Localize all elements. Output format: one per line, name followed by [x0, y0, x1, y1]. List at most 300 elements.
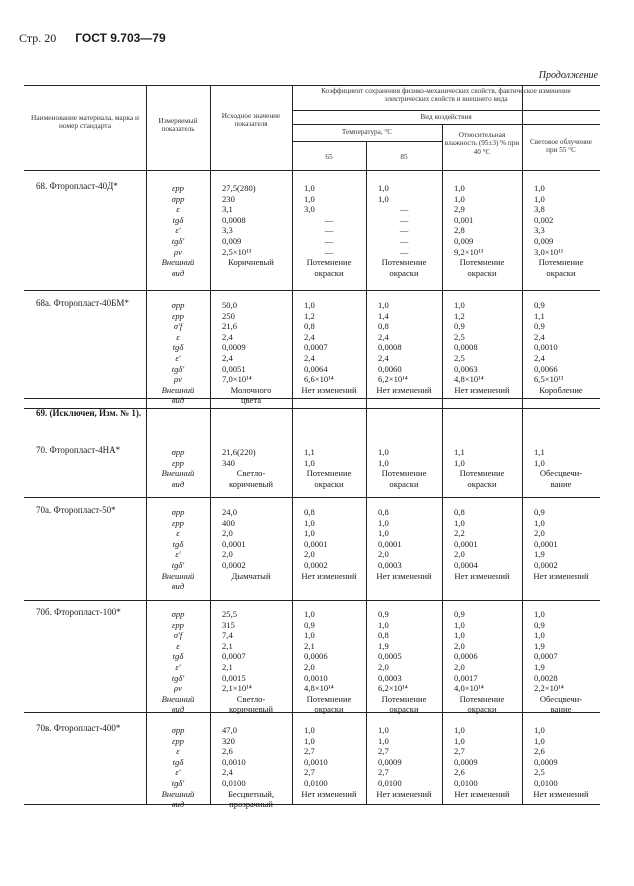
parameter-symbol: ε′: [175, 549, 181, 560]
header-rule-temp: [292, 124, 600, 125]
header-initial: Исходное значение показателя: [221, 112, 281, 129]
material-name: 70в. Фторопласт-400*: [36, 723, 121, 733]
cell-value: —: [324, 214, 334, 225]
parameter-symbol: tgδ: [172, 756, 184, 767]
cell-value: 1,0: [454, 193, 465, 204]
header-impact: Вид воздействия: [420, 113, 472, 121]
cell-value: 1,0: [378, 300, 389, 310]
cell-value: 2,0: [378, 662, 389, 672]
cell-value: 47,0: [222, 725, 238, 735]
cell-value: 2,5: [454, 331, 465, 342]
cell-value: коричневый: [228, 478, 274, 489]
cell-value: окраски: [467, 704, 497, 715]
parameter-symbol: σрр: [171, 300, 185, 310]
cell-value: 2,4: [304, 331, 315, 342]
header-t85: 85: [400, 153, 408, 161]
cell-value: 0,8: [454, 507, 465, 517]
header-rule-impact: [292, 110, 600, 111]
column-divider: [146, 85, 147, 804]
cell-value: 1,0: [454, 725, 465, 735]
parameter-symbol: tgδ: [172, 538, 184, 549]
cell-value: 0,0001: [378, 538, 402, 549]
cell-value: 0,0010: [304, 672, 328, 683]
cell-value: Нет изменений: [454, 788, 510, 799]
continuation-label: Продолжение: [538, 70, 598, 81]
material-name: 70. Фторопласт-4НА*: [36, 445, 121, 455]
cell-value: 1,9: [534, 549, 545, 560]
parameter-symbol: ε: [176, 746, 180, 757]
cell-value: 3,0: [304, 204, 315, 215]
cell-value: окраски: [314, 478, 344, 489]
cell-value: Потемнение: [306, 693, 352, 704]
cell-value: 0,001: [454, 214, 474, 225]
cell-value: —: [399, 236, 409, 246]
parameter-symbol: ε′: [175, 767, 181, 778]
parameter-symbol: ρv: [174, 246, 182, 257]
header-humidity: Относительная влажность (95±3) % при 40 °С: [444, 131, 520, 156]
header-parameter: Измеряемый показатель: [158, 117, 198, 134]
cell-value: 0,0009: [534, 756, 558, 767]
cell-value: 1,1: [454, 447, 465, 457]
cell-value: 0,0001: [222, 538, 246, 549]
parameter-symbol: ε′: [175, 353, 181, 363]
cell-value: 0,0002: [534, 560, 558, 570]
cell-value: окраски: [314, 267, 344, 278]
cell-value: 2,7: [378, 746, 389, 757]
cell-value: 3,8: [534, 204, 545, 215]
row-separator: [24, 290, 600, 291]
cell-value: Нет изменений: [301, 788, 357, 799]
cell-value: Молочного: [230, 384, 272, 395]
cell-value: 0,0010: [304, 756, 328, 767]
cell-value: 0,8: [304, 321, 315, 332]
cell-value: окраски: [314, 704, 344, 715]
cell-value: 2,4: [222, 331, 233, 342]
cell-value: 0,0009: [378, 756, 402, 767]
cell-value: 0,0066: [534, 363, 558, 374]
cell-value: вание: [550, 478, 572, 489]
row-separator: [24, 398, 600, 399]
cell-value: 0,0003: [378, 560, 402, 570]
cell-value: 0,8: [304, 507, 315, 517]
cell-value: 0,0007: [222, 651, 246, 662]
cell-value: 1,0: [378, 517, 389, 528]
cell-value: 1,0: [454, 517, 465, 528]
cell-value: 1,0: [304, 183, 315, 193]
cell-value: 1,0: [304, 517, 315, 528]
cell-value: 2,7: [378, 767, 389, 778]
cell-value: 0,0004: [454, 560, 478, 570]
cell-value: 6,6×10¹⁴: [304, 374, 334, 385]
cell-value: Обесцвечи-: [539, 468, 583, 479]
cell-value: 1,0: [534, 609, 545, 619]
cell-value: 6,2×10¹⁴: [378, 683, 408, 694]
cell-value: 0,9: [304, 619, 315, 630]
cell-value: 1,0: [454, 630, 465, 641]
cell-value: 2,4: [222, 353, 233, 363]
parameter-symbol: ε: [176, 331, 180, 342]
cell-value: Нет изменений: [376, 384, 432, 395]
parameter-symbol: вид: [171, 704, 185, 715]
cell-value: 2,9: [454, 204, 465, 215]
cell-value: 2,1: [222, 640, 233, 651]
parameter-symbol: tgδ: [172, 214, 184, 225]
parameter-symbol: tgδ′: [171, 363, 185, 374]
cell-value: Потемнение: [381, 257, 427, 268]
cell-value: 0,0008: [454, 342, 478, 353]
cell-value: 1,0: [534, 193, 545, 204]
parameter-symbol: Внешний: [161, 384, 195, 395]
table-top-rule: [24, 85, 600, 86]
parameter-symbol: вид: [171, 267, 185, 278]
cell-value: 21,6(220): [222, 447, 256, 457]
cell-value: 0,0060: [378, 363, 402, 374]
parameter-symbol: ε′: [175, 225, 181, 236]
cell-value: 3,1: [222, 204, 233, 215]
cell-value: 0,9: [534, 619, 545, 630]
parameter-symbol: εрр: [172, 735, 184, 746]
cell-value: 0,0010: [534, 342, 558, 353]
parameter-symbol: ρv: [174, 683, 182, 694]
cell-value: 2,8: [454, 225, 465, 236]
cell-value: 21,6: [222, 321, 238, 332]
material-name: 68а. Фторопласт-40БМ*: [36, 298, 129, 308]
parameter-symbol: tgδ: [172, 342, 184, 353]
cell-value: окраски: [546, 267, 576, 278]
material-name: 70б. Фторопласт-100*: [36, 607, 121, 617]
cell-value: 0,9: [534, 300, 545, 310]
cell-value: окраски: [389, 704, 419, 715]
cell-value: 0,009: [534, 236, 554, 246]
cell-value: 9,2×10¹³: [454, 246, 484, 257]
cell-value: 0,0002: [222, 560, 246, 570]
cell-value: 2,6: [454, 767, 465, 778]
cell-value: 1,0: [304, 193, 315, 204]
parameter-symbol: tgδ: [172, 651, 184, 662]
parameter-symbol: вид: [171, 395, 185, 406]
cell-value: Коричневый: [228, 257, 274, 268]
cell-value: прозрачный: [229, 799, 273, 810]
header-coef: Коэффициент сохранения физико-механических свойств, фактическое изменение электрических свойств и внешнего вида: [321, 87, 571, 104]
parameter-symbol: tgδ′: [171, 672, 185, 683]
cell-value: Потемнение: [381, 468, 427, 479]
cell-value: 0,0051: [222, 363, 246, 374]
cell-value: 0,9: [454, 321, 465, 332]
cell-value: 2,0: [454, 662, 465, 672]
cell-value: 0,0100: [222, 778, 246, 788]
parameter-symbol: tgδ′: [171, 778, 185, 788]
cell-value: 0,0007: [304, 342, 328, 353]
parameter-symbol: ε: [176, 204, 180, 215]
cell-value: 2,7: [304, 767, 315, 778]
cell-value: 2,1×10¹⁴: [222, 683, 252, 694]
parameter-symbol: вид: [171, 478, 185, 489]
cell-value: 0,0001: [454, 538, 478, 549]
cell-value: окраски: [467, 267, 497, 278]
cell-value: 1,0: [534, 457, 545, 468]
cell-value: 27,5(280): [222, 183, 256, 193]
cell-value: 1,0: [454, 183, 465, 193]
cell-value: 0,8: [378, 321, 389, 332]
cell-value: 1,0: [378, 183, 389, 193]
cell-value: 2,0: [304, 662, 315, 672]
cell-value: цвета: [240, 395, 262, 406]
page-number: Стр. 20: [19, 31, 57, 45]
cell-value: Потемнение: [381, 693, 427, 704]
cell-value: 2,1: [222, 662, 233, 672]
cell-value: 1,0: [534, 183, 545, 193]
header-temp: Температура, °С: [341, 128, 393, 136]
parameter-symbol: εрр: [172, 517, 184, 528]
parameter-symbol: tgδ′: [171, 560, 185, 570]
cell-value: 1,0: [534, 630, 545, 641]
cell-value: 250: [222, 310, 235, 321]
parameter-symbol: ε′: [175, 662, 181, 672]
material-name: 70а. Фторопласт-50*: [36, 505, 116, 515]
cell-value: 0,0064: [304, 363, 328, 374]
cell-value: 1,9: [534, 640, 545, 651]
cell-value: 0,0100: [534, 778, 558, 788]
parameter-symbol: εрр: [172, 183, 184, 193]
cell-value: 2,4: [534, 353, 545, 363]
parameter-symbol: вид: [171, 581, 185, 592]
parameter-symbol: εрр: [172, 310, 184, 321]
cell-value: 1,1: [534, 310, 545, 321]
cell-value: Обесцвечи-: [539, 693, 583, 704]
cell-value: 3,3: [222, 225, 233, 236]
row-separator: [24, 600, 600, 601]
cell-value: 1,0: [304, 528, 315, 539]
cell-value: 1,1: [534, 447, 545, 457]
cell-value: 2,0: [378, 549, 389, 560]
cell-value: 7,4: [222, 630, 233, 641]
cell-value: 1,0: [304, 630, 315, 641]
parameter-symbol: εрр: [172, 619, 184, 630]
cell-value: 2,6: [222, 746, 233, 757]
cell-value: 0,0005: [378, 651, 402, 662]
row-separator: [24, 497, 600, 498]
cell-value: 2,0: [454, 549, 465, 560]
cell-value: Потемнение: [459, 257, 505, 268]
table-bottom-rule: [24, 804, 600, 805]
cell-value: 1,0: [304, 609, 315, 619]
cell-value: окраски: [389, 478, 419, 489]
cell-value: Потемнение: [459, 693, 505, 704]
cell-value: Потемнение: [459, 468, 505, 479]
cell-value: 2,7: [304, 746, 315, 757]
cell-value: 1,0: [454, 300, 465, 310]
parameter-symbol: ε: [176, 640, 180, 651]
cell-value: 230: [222, 193, 235, 204]
cell-value: 1,2: [454, 310, 465, 321]
cell-value: —: [399, 214, 409, 225]
cell-value: 0,0008: [378, 342, 402, 353]
cell-value: 1,9: [534, 662, 545, 672]
material-name: 68. Фторопласт-40Д*: [36, 181, 118, 191]
cell-value: 0,0009: [222, 342, 246, 353]
cell-value: 1,0: [304, 457, 315, 468]
cell-value: 0,0009: [454, 756, 478, 767]
cell-value: 0,9: [534, 321, 545, 332]
cell-value: 0,8: [378, 507, 389, 517]
cell-value: 3,3: [534, 225, 545, 236]
cell-value: 0,002: [534, 214, 554, 225]
cell-value: 0,0003: [378, 672, 402, 683]
material-name: 69. (Исключен, Изм. № 1).: [36, 408, 142, 418]
cell-value: 2,1: [304, 640, 315, 651]
cell-value: 0,009: [222, 236, 242, 246]
cell-value: 24,0: [222, 507, 238, 517]
cell-value: 2,0: [222, 528, 233, 539]
parameter-symbol: ρv: [174, 374, 182, 385]
parameter-symbol: ε: [176, 528, 180, 539]
cell-value: 2,4: [222, 767, 233, 778]
cell-value: —: [324, 236, 334, 246]
cell-value: 1,0: [304, 735, 315, 746]
cell-value: 0,0006: [454, 651, 478, 662]
cell-value: 2,0: [534, 528, 545, 539]
cell-value: 0,0017: [454, 672, 478, 683]
cell-value: 1,0: [378, 735, 389, 746]
cell-value: 1,0: [378, 447, 389, 457]
cell-value: 7,0×10¹⁴: [222, 374, 252, 385]
cell-value: 0,0010: [222, 756, 246, 767]
cell-value: 0,9: [378, 609, 389, 619]
cell-value: 2,2×10¹⁴: [534, 683, 564, 694]
parameter-symbol: tgδ′: [171, 236, 185, 246]
cell-value: окраски: [389, 267, 419, 278]
cell-value: 1,0: [304, 300, 315, 310]
cell-value: 0,009: [454, 236, 474, 246]
cell-value: Бесцветный,: [227, 788, 275, 799]
cell-value: 2,5×10¹³: [222, 246, 252, 257]
cell-value: Нет изменений: [376, 570, 432, 581]
cell-value: Нет изменений: [454, 570, 510, 581]
header-material: Наименование материала, марка и номер стандарта: [31, 113, 139, 131]
cell-value: 0,0015: [222, 672, 246, 683]
cell-value: 2,4: [304, 353, 315, 363]
cell-value: 4,8×10¹⁴: [304, 683, 334, 694]
cell-value: —: [399, 225, 409, 236]
cell-value: 0,0100: [454, 778, 478, 788]
cell-value: 2,4: [378, 331, 389, 342]
cell-value: коричневый: [228, 704, 274, 715]
parameter-symbol: σрр: [171, 725, 185, 735]
parameter-symbol: εрр: [172, 457, 184, 468]
cell-value: 3,0×10¹¹: [534, 246, 564, 257]
cell-value: Нет изменений: [533, 570, 589, 581]
cell-value: Нет изменений: [454, 384, 510, 395]
cell-value: —: [324, 246, 334, 257]
cell-value: Нет изменений: [301, 570, 357, 581]
cell-value: Нет изменений: [376, 788, 432, 799]
header-light: Световое облучение при 55 °С: [530, 138, 592, 155]
cell-value: 2,6: [534, 746, 545, 757]
cell-value: 315: [222, 619, 235, 630]
cell-value: 1,0: [534, 725, 545, 735]
cell-value: 0,8: [378, 630, 389, 641]
cell-value: 0,9: [534, 507, 545, 517]
parameter-symbol: σрр: [171, 609, 185, 619]
cell-value: 2,4: [378, 353, 389, 363]
cell-value: 2,0: [304, 549, 315, 560]
cell-value: Нет изменений: [301, 384, 357, 395]
parameter-symbol: Внешний: [161, 257, 195, 268]
cell-value: Потемнение: [306, 468, 352, 479]
parameter-symbol: σрр: [171, 507, 185, 517]
cell-value: 2,4: [534, 331, 545, 342]
parameter-symbol: Внешний: [161, 570, 195, 581]
cell-value: Светло-: [236, 693, 266, 704]
cell-value: 1,0: [304, 725, 315, 735]
cell-value: Дымчатый: [231, 570, 271, 581]
cell-value: 4,0×10¹⁴: [454, 683, 484, 694]
cell-value: 0,0028: [534, 672, 558, 683]
standard-number: ГОСТ 9.703—79: [75, 31, 166, 45]
cell-value: 0,0063: [454, 363, 478, 374]
cell-value: Потемнение: [306, 257, 352, 268]
cell-value: Светло-: [236, 468, 266, 479]
cell-value: —: [399, 204, 409, 215]
cell-value: вание: [550, 704, 572, 715]
cell-value: 2,0: [454, 640, 465, 651]
cell-value: Потемнение: [538, 257, 584, 268]
parameter-symbol: Внешний: [161, 693, 195, 704]
cell-value: 2,5: [454, 353, 465, 363]
cell-value: 1,9: [378, 640, 389, 651]
cell-value: 340: [222, 457, 235, 468]
cell-value: 1,2: [304, 310, 315, 321]
cell-value: 400: [222, 517, 235, 528]
cell-value: 0,0100: [378, 778, 402, 788]
cell-value: 2,2: [454, 528, 465, 539]
cell-value: 4,8×10¹⁴: [454, 374, 484, 385]
cell-value: Нет изменений: [533, 788, 589, 799]
header-bottom-rule: [24, 170, 600, 171]
cell-value: 1,4: [378, 310, 389, 321]
cell-value: 0,0001: [534, 538, 558, 549]
parameter-symbol: σ′f: [173, 321, 183, 332]
parameter-symbol: Внешний: [161, 788, 195, 799]
cell-value: 0,0008: [222, 214, 246, 225]
cell-value: 1,0: [378, 193, 389, 204]
cell-value: 0,0007: [534, 651, 558, 662]
parameter-symbol: σрр: [171, 193, 185, 204]
cell-value: 1,0: [378, 725, 389, 735]
cell-value: 0,0006: [304, 651, 328, 662]
cell-value: окраски: [467, 478, 497, 489]
cell-value: 1,0: [454, 619, 465, 630]
cell-value: 0,0100: [304, 778, 328, 788]
header-t65: 65: [325, 153, 333, 161]
cell-value: 320: [222, 735, 235, 746]
cell-value: 1,0: [454, 457, 465, 468]
parameter-symbol: σ′f: [173, 630, 183, 641]
cell-value: 1,0: [534, 517, 545, 528]
cell-value: 25,5: [222, 609, 238, 619]
cell-value: 6,5×10¹³: [534, 374, 564, 385]
cell-value: 50,0: [222, 300, 238, 310]
cell-value: 1,1: [304, 447, 315, 457]
cell-value: 2,5: [534, 767, 545, 778]
parameter-symbol: σрр: [171, 447, 185, 457]
cell-value: 0,9: [454, 609, 465, 619]
cell-value: 1,0: [378, 619, 389, 630]
cell-value: 0,0002: [304, 560, 328, 570]
parameter-symbol: вид: [171, 799, 185, 810]
cell-value: 0,0001: [304, 538, 328, 549]
cell-value: 2,7: [454, 746, 465, 757]
